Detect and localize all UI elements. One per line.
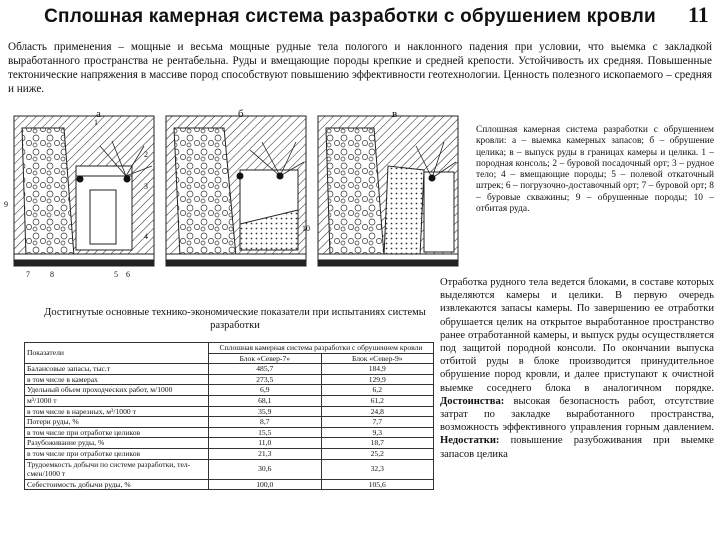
row-label: в том числе при отработке целиков bbox=[25, 427, 209, 438]
intro-paragraph: Область применения – мощные и весьма мощные рудные тела пологого и наклонного падения при условии, что выемка с закладкой выработанного пространства не рентабельна. Руды и вмещающие породы крепкие и средней крепости. Устойчивость их средняя. Повышенные тектонические напряжения в массиве пород способствуют повышению эффективности геотехнологии. Ценность полезного ископаемого – средняя и ниже. bbox=[8, 41, 712, 95]
row-value-1: 68,1 bbox=[209, 395, 321, 406]
figure-drawing bbox=[4, 106, 468, 282]
table-row bbox=[25, 427, 434, 438]
figure-callout-8: 8 bbox=[50, 270, 54, 279]
panel-a bbox=[14, 116, 154, 266]
table-row bbox=[25, 459, 434, 479]
row-value-1: 15,5 bbox=[209, 427, 321, 438]
description-text bbox=[440, 276, 714, 461]
row-value-1: 11,0 bbox=[209, 438, 321, 449]
row-value-1: 8,7 bbox=[209, 417, 321, 428]
table-row bbox=[25, 479, 434, 490]
row-label: Балансовые запасы, тыс.т bbox=[25, 364, 209, 375]
row-value-2: 105,6 bbox=[321, 479, 434, 490]
advantages-label: Достоинства: bbox=[440, 395, 505, 407]
table-row bbox=[25, 364, 434, 375]
figure-callout-7: 7 bbox=[26, 270, 30, 279]
panel-c bbox=[318, 116, 458, 266]
row-value-1: 35,9 bbox=[209, 406, 321, 417]
figure-callout-3: 3 bbox=[144, 182, 148, 191]
row-label: Удельный объем проходческих работ, м/1000 bbox=[25, 385, 209, 396]
row-value-2: 61,2 bbox=[321, 395, 434, 406]
row-value-2: 184,9 bbox=[321, 364, 434, 375]
row-label: Разубоживание руды, % bbox=[25, 438, 209, 449]
disadvantages-label: Недостатки: bbox=[440, 435, 500, 447]
panel-b bbox=[166, 116, 306, 266]
row-value-2: 25,2 bbox=[321, 448, 434, 459]
row-value-1: 273,5 bbox=[209, 374, 321, 385]
figure-callout-4: 4 bbox=[144, 232, 148, 241]
page-title: Сплошная камерная система разработки с обрушением кровли bbox=[44, 6, 656, 27]
tech-indicators-table bbox=[24, 342, 434, 490]
row-value-2: 6,2 bbox=[321, 385, 434, 396]
row-label: Потери руды, % bbox=[25, 417, 209, 428]
figure-label-c: в bbox=[392, 108, 398, 120]
table-row bbox=[25, 438, 434, 449]
header-block-2: Блок «Север-9» bbox=[321, 353, 434, 364]
row-label: в том числе при отработке целиков bbox=[25, 448, 209, 459]
row-value-1: 6,9 bbox=[209, 385, 321, 396]
figure-callout-1: 1 bbox=[94, 118, 98, 127]
advantages-text: высокая безопасность работ, отсутствие затрат по закладке выработанного пространства, возможность эффективного управления горным давлением. bbox=[440, 395, 714, 434]
table-row bbox=[25, 395, 434, 406]
row-value-2: 24,8 bbox=[321, 406, 434, 417]
figure-caption: Сплошная камерная система разработки с обрушением кровли: а – выемка камерных запасов; б – обрушение целика; в – выпуск руды в границах камеры и целика. 1 – породная консоль; 2 – буровой посадочный орт; 3 – рудное тело; 4 – вмещающие породы; 5 – полевой откаточный штрек; 6 – погрузочно-доставочный орт; 7 – буровой орт; 8 – буровые скважины; 9 – обрушенные породы; 10 – отбитая руда. bbox=[476, 125, 714, 215]
mining-system-figure bbox=[4, 106, 468, 282]
row-label: Трудоемкость добычи по системе разработки, тел-смен/1000 т bbox=[25, 459, 209, 479]
row-label: в том числе в нарезных, м³/1000 т bbox=[25, 406, 209, 417]
row-value-1: 100,0 bbox=[209, 479, 321, 490]
row-value-2: 18,7 bbox=[321, 438, 434, 449]
table-row bbox=[25, 448, 434, 459]
table-row bbox=[25, 406, 434, 417]
row-value-2: 9,3 bbox=[321, 427, 434, 438]
row-label: в том числе в камерах bbox=[25, 374, 209, 385]
table-row bbox=[25, 374, 434, 385]
table-row bbox=[25, 417, 434, 428]
figure-label-b: б bbox=[238, 108, 244, 120]
row-value-1: 485,7 bbox=[209, 364, 321, 375]
row-value-1: 30,6 bbox=[209, 459, 321, 479]
disadvantages-text: повышение разубоживания при выемке запасов целика bbox=[440, 435, 714, 460]
row-value-2: 7,7 bbox=[321, 417, 434, 428]
row-value-1: 21,3 bbox=[209, 448, 321, 459]
header-block-1: Блок «Север-7» bbox=[209, 353, 321, 364]
row-label: Себестоимость добычи руды, % bbox=[25, 479, 209, 490]
figure-callout-5: 5 bbox=[114, 270, 118, 279]
page-number: 11 bbox=[688, 2, 709, 27]
header-system: Сплошная камерная система разработки с обрушением кровли bbox=[209, 343, 434, 354]
row-value-2: 129,9 bbox=[321, 374, 434, 385]
figure-callout-2: 2 bbox=[144, 150, 148, 159]
figure-callout-6: 6 bbox=[126, 270, 130, 279]
figure-label-a: а bbox=[96, 108, 101, 120]
row-label: м³/1000 т bbox=[25, 395, 209, 406]
row-value-2: 32,3 bbox=[321, 459, 434, 479]
figure-callout-10: 10 bbox=[302, 224, 310, 233]
table-title: Достигнутые основные технико-экономические показатели при испытаниях системы разработки bbox=[44, 307, 426, 331]
table-row bbox=[25, 385, 434, 396]
header-indicator: Показатели bbox=[25, 343, 209, 364]
description-paragraph: Отработка рудного тела ведется блоками, в составе которых выделяются камеры и целики. В первую очередь извлекаются запасы камеры. По завершению ее отработки обрушается целик на открытое выработанное пространство ранее отработанной камеры, и выпуск руды осуществляется под защитой породной консоли. По окончании выпуска отбитой руды в блоке производится принудительное обрушение пород кровли, и далее приступают к очистной выемке соседнего блока в аналогичном порядке. bbox=[440, 277, 714, 394]
figure-callout-9: 9 bbox=[4, 200, 8, 209]
